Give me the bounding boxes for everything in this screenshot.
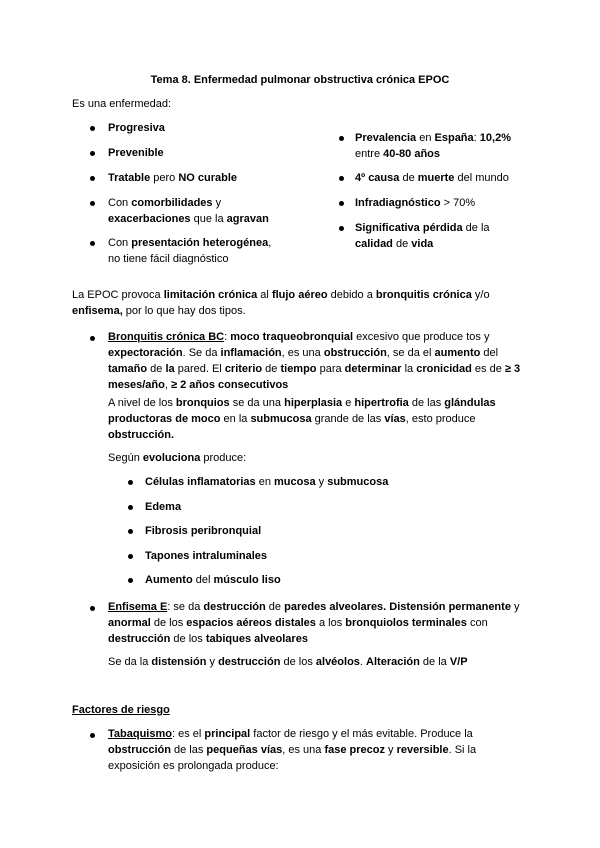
text-run: Infradiagnóstico [355,197,441,209]
text-run: Prevalencia [355,132,417,144]
bullet-icon [339,136,344,141]
text-run: España [434,132,474,144]
text-run: obstrucción. [108,429,175,441]
text-run: tiempo [280,363,317,375]
sublist-item [145,475,388,490]
text-line [72,288,490,303]
text-run: Progresiva [108,122,165,134]
text-run: , esto produce [405,413,476,425]
list-item-cont [108,252,228,267]
text-run: tamaño [108,363,148,375]
text-run: bronquiolos terminales [345,617,467,629]
text-run: la [401,363,417,375]
text-run: : [224,331,231,343]
text-run: de los [280,656,316,668]
text-run: , [164,379,171,391]
text-run: Se da la [108,656,152,668]
text-run: Fibrosis peribronquial [145,525,262,537]
text-run: submucosa [250,413,312,425]
text-run: para [316,363,345,375]
text-run: expectoración [108,347,183,359]
text-run: , se da el [386,347,435,359]
text-line [72,304,246,319]
text-run: moco traqueobronquial [230,331,354,343]
text-run: destrucción [218,656,281,668]
sublist-item [145,549,267,564]
text-run: inflamación [220,347,282,359]
text-run: tabiques alveolares [205,633,308,645]
text-run: Bronquitis crónica BC [108,331,225,343]
text-line [108,759,279,774]
page-title: Tema 8. Enfermedad pulmonar obstructiva crónica EPOC [150,74,450,86]
text-run: fase precoz [324,744,385,756]
text-run: aumento [434,347,481,359]
text-line [108,428,174,443]
list-item [108,121,165,136]
text-run: pared. El [174,363,225,375]
text-run: de la [419,656,450,668]
bullet-icon [90,126,95,131]
text-run: factor de riesgo y el más evitable. Produce la [250,728,473,740]
text-run: Enfisema E [108,601,168,613]
bullet-icon [90,201,95,206]
text-run: de las [408,397,445,409]
text-run: en [416,132,435,144]
text-run: . [359,656,367,668]
bullet-icon [128,578,133,583]
text-run: 10,2% [479,132,511,144]
text-run: Prevenible [108,147,164,159]
text-run: . Se da [182,347,221,359]
text-line [108,396,496,411]
text-run: de [262,363,281,375]
text-run: del [480,347,499,359]
intro-text: Es una enfermedad: [72,98,172,110]
text-line [108,362,520,377]
text-run: exposición es prolongada produce: [108,760,279,772]
text-run: La EPOC provoca [72,289,164,301]
bullet-icon [90,733,95,738]
text-run: evoluciona [142,452,201,464]
text-run: de las [170,744,207,756]
bullet-icon [339,201,344,206]
text-run: destrucción [108,633,171,645]
text-run: ≥ 3 [504,363,521,375]
text-run: con [466,617,488,629]
text-run: : se da [167,601,204,613]
text-run: no tiene fácil diagnóstico [108,253,229,265]
text-run: pero [150,172,179,184]
text-run: hipertrofia [354,397,409,409]
text-run: grande de las [311,413,385,425]
text-run: debido a [327,289,376,301]
text-run: V/P [449,656,468,668]
text-line [108,655,468,670]
text-run: entre [355,148,384,160]
text-line [108,378,288,393]
text-run: , [268,237,272,249]
text-run: es de [471,363,505,375]
list-item [108,236,271,251]
text-run: pequeñas vías [206,744,283,756]
text-run: enfisema, [72,305,123,317]
text-run: exacerbaciones [108,213,191,225]
text-run: glándulas [444,397,496,409]
text-run: de la [462,222,490,234]
text-run: de los [170,633,206,645]
bullet-icon [128,505,133,510]
text-run: del [192,574,214,586]
bullet-icon [128,529,133,534]
sublist-item [145,500,181,515]
bullet-icon [339,226,344,231]
text-run: anormal [108,617,151,629]
text-run: flujo aéreo [271,289,328,301]
text-run: 4º causa [355,172,400,184]
text-run: obstrucción [323,347,387,359]
text-line [108,743,476,758]
text-run: Con [108,197,132,209]
text-line [108,616,488,631]
text-run: se da una [229,397,285,409]
text-run: reversible [396,744,449,756]
text-run: de [147,363,166,375]
text-run: Con [108,237,132,249]
text-run: productoras de moco [108,413,221,425]
text-run: determinar [344,363,402,375]
text-line [108,346,498,361]
list-item [355,221,490,236]
text-run: : es el [171,728,205,740]
text-run: criterio [224,363,263,375]
text-run: produce: [200,452,247,464]
text-run: Distensión permanente [389,601,511,613]
text-run: principal [204,728,251,740]
text-run: , es una [281,347,324,359]
text-run: Edema [145,501,182,513]
text-run: y [315,476,328,488]
text-run: NO curable [178,172,238,184]
risk-heading: Factores de riesgo [72,704,170,716]
list-item-cont [355,237,433,252]
bullet-icon [90,151,95,156]
text-run: y/o [471,289,490,301]
text-run: del mundo [454,172,509,184]
text-run: meses/año [108,379,165,391]
text-run: hiperplasia [284,397,343,409]
text-run: por lo que hay dos tipos. [122,305,246,317]
text-run: limitación crónica [163,289,258,301]
text-run: mucosa [274,476,316,488]
text-run: destrucción [203,601,266,613]
text-run: distensión [151,656,207,668]
text-line [108,330,489,345]
list-item-cont [355,147,440,162]
text-run: . Si la [448,744,477,756]
text-line [108,632,308,647]
text-run: A nivel de los [108,397,176,409]
text-run: submucosa [327,476,389,488]
text-run: alvéolos [315,656,360,668]
text-run: ≥ 2 años consecutivos [171,379,289,391]
list-item [108,196,221,211]
text-run: que la [190,213,227,225]
text-run: 40-80 años [383,148,441,160]
text-run: la [165,363,175,375]
text-run: bronquios [175,397,230,409]
text-run: Según [108,452,143,464]
text-run: vías [384,413,406,425]
text-run: vida [411,238,434,250]
text-run: excesivo que produce tos y [353,331,490,343]
text-run: cronicidad [416,363,472,375]
text-run: agravan [226,213,269,225]
text-line [108,600,520,615]
sublist-item [145,573,281,588]
text-run: Tabaquismo [108,728,172,740]
list-item [355,196,475,211]
text-run: Tratable [108,172,151,184]
bullet-icon [128,554,133,559]
text-run: en la [220,413,251,425]
text-run: e [342,397,355,409]
text-run: , es una [282,744,325,756]
text-run: a los [315,617,346,629]
bullet-icon [339,176,344,181]
text-run: muerte [417,172,455,184]
bullet-icon [90,606,95,611]
text-run: Alteración [366,656,420,668]
text-line [108,727,473,742]
text-run: de [392,238,412,250]
list-item-cont [108,212,269,227]
text-run: presentación heterogénea [131,237,269,249]
text-run: Significativa pérdida [355,222,463,234]
bullet-icon [90,241,95,246]
text-run: calidad [355,238,393,250]
list-item [108,146,164,161]
list-item [355,171,509,186]
text-run: músculo liso [213,574,281,586]
text-run: Células inflamatorias [145,476,256,488]
list-item [108,171,237,186]
text-run: al [257,289,272,301]
text-run: comorbilidades [131,197,213,209]
sublist-item [145,524,261,539]
text-run: obstrucción [108,744,171,756]
text-run: Aumento [145,574,193,586]
text-run: y [384,744,397,756]
text-run: de los [150,617,187,629]
text-run: paredes alveolares. [284,601,387,613]
text-run: de [265,601,285,613]
text-run: y [212,197,222,209]
text-line [108,412,476,427]
text-run: en [255,476,275,488]
text-run: y [510,601,520,613]
text-run: Tapones intraluminales [145,550,268,562]
text-run: de [399,172,418,184]
bullet-icon [128,480,133,485]
text-run: bronquitis crónica [375,289,472,301]
text-run: : [473,132,480,144]
text-line [108,451,246,466]
text-run: y [206,656,219,668]
bullet-icon [90,336,95,341]
list-item [355,131,511,146]
bullet-icon [90,176,95,181]
text-run: > 70% [440,197,476,209]
text-run: espacios aéreos distales [186,617,316,629]
